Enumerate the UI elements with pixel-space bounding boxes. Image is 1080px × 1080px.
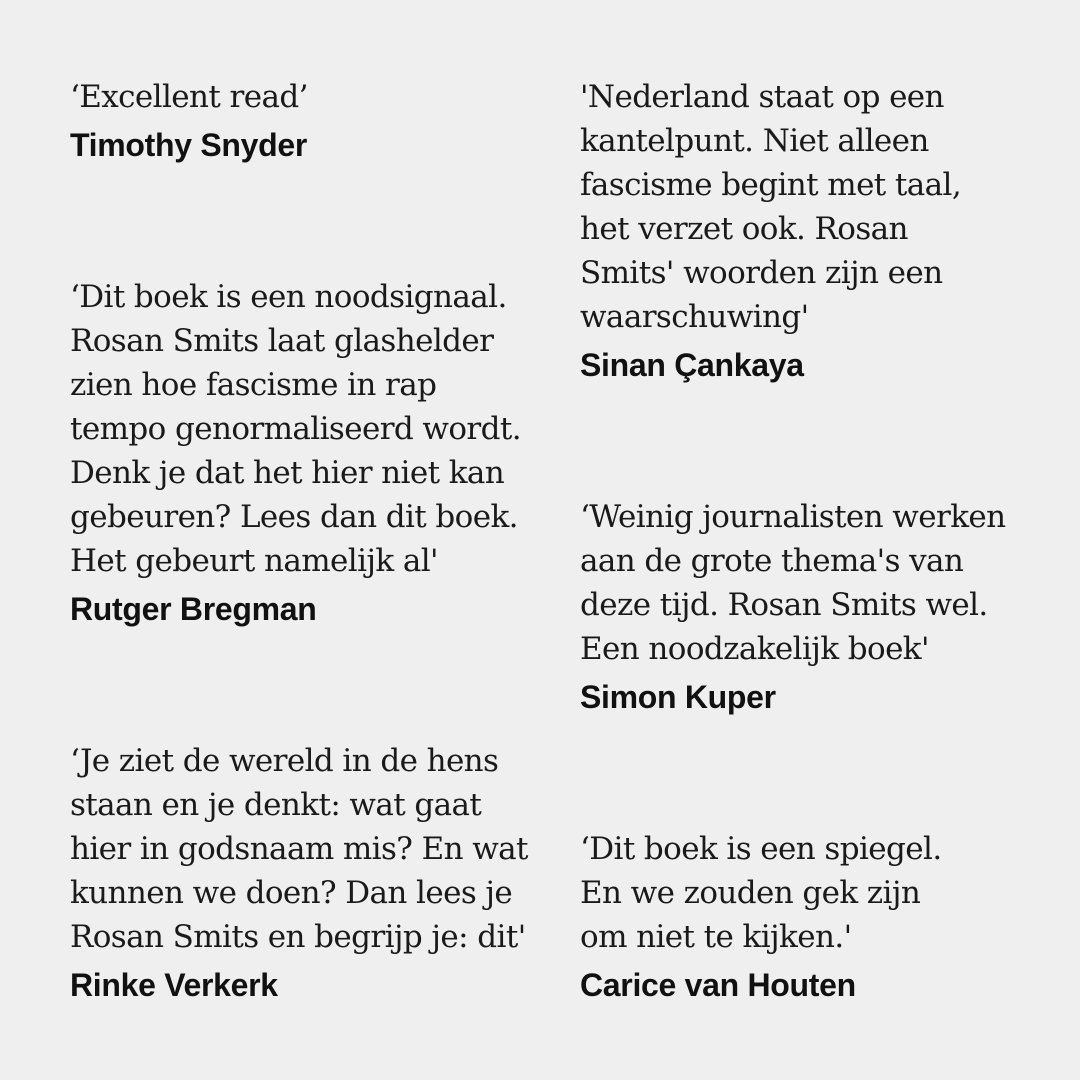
blurb-sinan-cankaya [580, 75, 961, 387]
quote-author: Sinan Çankaya [580, 347, 804, 383]
quote-text: 'Nederland staat op een kantelpunt. Niet alleen fascisme begint met taal, het verzet ook. Rosan Smits' woorden zijn een waarschuwing' [580, 79, 962, 335]
blurb-simon-kuper [580, 495, 1006, 719]
quote-author: Timothy Snyder [70, 127, 308, 163]
blurb-rutger-bregman [70, 275, 521, 631]
quote-author: Rutger Bregman [70, 591, 317, 627]
quote-text: ‘Weinig journalisten werken aan de grote thema's van deze tijd. Rosan Smits wel. Een noodzakelijk boek' [580, 499, 1006, 667]
blurb-rinke-verkerk [70, 739, 528, 1007]
blurb-timothy-snyder [70, 75, 308, 167]
quote-author: Carice van Houten [580, 967, 856, 1003]
quote-text: ‘Excellent read’ [70, 79, 308, 115]
quote-author: Rinke Verkerk [70, 967, 278, 1003]
quote-text: ‘Je ziet de wereld in de hens staan en je denkt: wat gaat hier in godsnaam mis? En wat kunnen we doen? Dan lees je Rosan Smits en begrijp je: dit' [70, 743, 528, 955]
blurb-carice-van-houten [580, 827, 942, 1007]
quote-text: ‘Dit boek is een noodsignaal. Rosan Smits laat glashelder zien hoe fascisme in rap tempo genormaliseerd wordt. Denk je dat het hier niet kan gebeuren? Lees dan dit boek. Het gebeurt namelijk al' [70, 279, 521, 579]
quote-text: ‘Dit boek is een spiegel. En we zouden gek zijn om niet te kijken.' [580, 831, 942, 955]
quote-author: Simon Kuper [580, 679, 776, 715]
